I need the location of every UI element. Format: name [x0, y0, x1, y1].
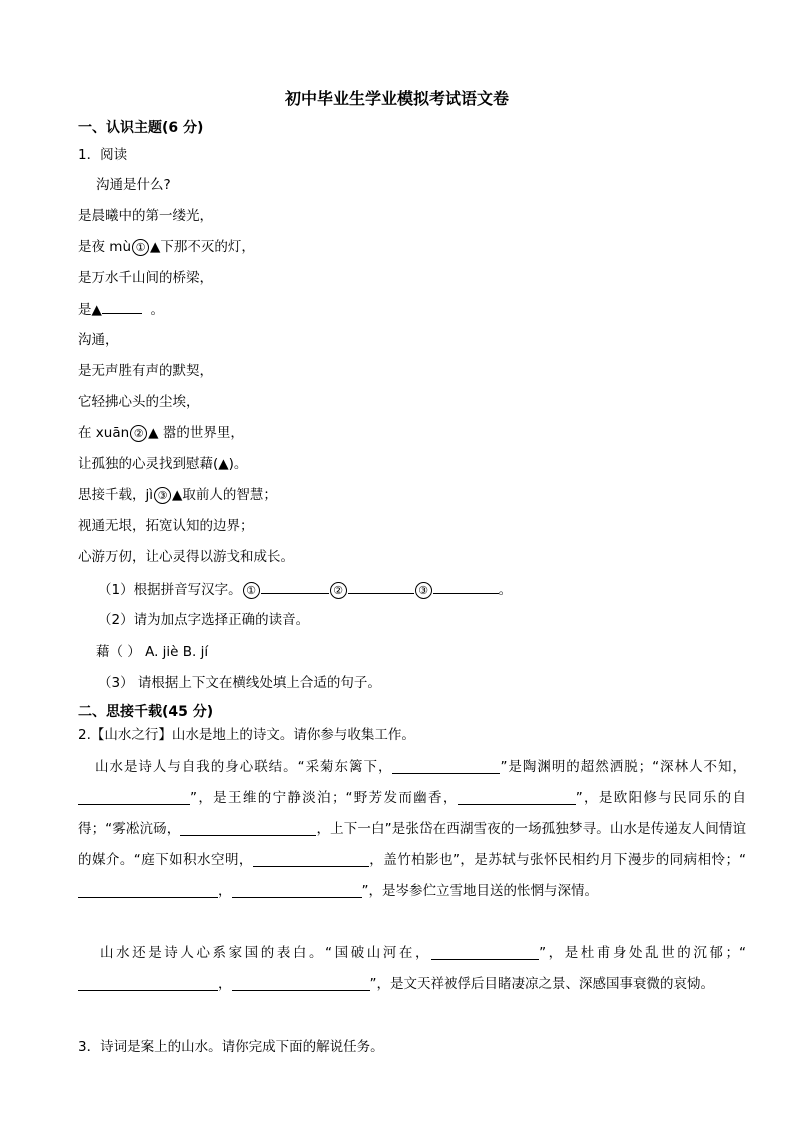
sub-question-2: （2）请为加点字选择正确的读音。 — [98, 612, 310, 628]
poem-line: 是无声胜有声的默契， — [78, 363, 213, 379]
paragraph-text: ”是陶渊明的超然洒脱；“深林人不知， — [500, 759, 746, 775]
poem-line: 是万水千山间的桥梁， — [78, 270, 213, 286]
question-3-label: 3．诗词是案上的山水。请你完成下面的解说任务。 — [78, 1039, 384, 1055]
paragraph-text: ”，是杜甫身处乱世的沉郁；“ — [539, 945, 746, 961]
sub-question-text: （1）根据拼音写汉字。 — [98, 582, 242, 598]
poem-text: 是夜 mù — [78, 239, 131, 255]
pronunciation-choice: 藉（ ） A. jiè B. jí — [96, 644, 209, 660]
poem-line: 视通无垠，拓宽认知的边界； — [78, 518, 254, 534]
paragraph-text: ，盖竹柏影也”，是苏轼与张怀民相约月下漫步的同病相怜；“ — [368, 852, 746, 868]
poem-text: 是▲ — [78, 302, 102, 318]
paragraph-text: ， — [218, 883, 232, 899]
poem-line: 它轻拂心头的尘埃， — [78, 394, 200, 410]
poem-line: 沟通是什么? — [96, 177, 171, 193]
page-title: 初中毕业生学业模拟考试语文卷 — [284, 89, 509, 108]
answer-blank[interactable] — [261, 579, 329, 594]
circled-number: ③ — [154, 487, 171, 504]
poem-line: 心游万仞，让心灵得以游戈和成长。 — [78, 549, 294, 565]
circled-number: ③ — [415, 582, 432, 599]
circled-number: ① — [132, 239, 149, 256]
answer-blank[interactable] — [253, 851, 369, 867]
paragraph-text: 山水还是诗人心系家国的表白。“国破山河在， — [100, 945, 432, 961]
poem-line — [78, 299, 164, 320]
poem-text: 思接千载，jì — [78, 487, 154, 503]
answer-blank[interactable] — [458, 789, 576, 805]
answer-blank[interactable] — [348, 579, 414, 594]
answer-blank[interactable] — [232, 975, 370, 991]
paragraph-text: ，上下一白”是张岱在西湖雪夜的一场孤独梦寻。山水是传递友人间情谊的媒介。“庭下如积水空明， — [78, 821, 747, 868]
poem-text: ▲ 嚣的世界里， — [148, 425, 244, 441]
poem-line — [78, 423, 244, 443]
circled-number: ② — [130, 425, 147, 442]
paragraph-text: ， — [218, 976, 232, 992]
poem-text: ▲下那不灭的灯， — [150, 239, 255, 255]
answer-blank[interactable] — [78, 882, 218, 898]
sub-question-end: 。 — [498, 582, 513, 598]
answer-blank[interactable] — [433, 579, 499, 594]
paragraph-text: ”，是岑参伫立雪地目送的怅惘与深情。 — [361, 883, 598, 899]
poem-line: 让孤独的心灵找到慰藉(▲)。 — [78, 456, 248, 472]
poem-line — [78, 237, 255, 257]
paragraph-text: ”，是文天祥被俘后目睹凄凉之景、深感国事衰微的哀恸。 — [369, 976, 714, 992]
sub-question-1 — [98, 579, 512, 600]
question-2-paragraph-1 — [78, 752, 746, 907]
section-heading-1: 一、认识主题(6 分) — [78, 120, 204, 136]
question-2-label: 2.【山水之行】山水是地上的诗文。请你参与收集工作。 — [78, 727, 415, 743]
poem-line — [78, 485, 277, 505]
circled-number: ① — [243, 582, 260, 599]
question-2-paragraph-2 — [78, 938, 746, 1000]
poem-text: ▲取前人的智慧； — [172, 487, 277, 503]
question-1-label: 1．阅读 — [78, 147, 128, 163]
section-heading-2: 二、思接千载(45 分) — [78, 704, 214, 720]
sub-question-3: （3） 请根据上下文在横线处填上合适的句子。 — [98, 675, 381, 691]
poem-line: 是晨曦中的第一缕光， — [78, 208, 213, 224]
paragraph-text: 山水是诗人与自我的身心联结。“采菊东篱下， — [95, 759, 393, 775]
answer-blank[interactable] — [232, 882, 362, 898]
answer-blank[interactable] — [392, 758, 500, 774]
poem-text: 在 xuān — [78, 425, 130, 441]
answer-blank[interactable] — [78, 975, 218, 991]
answer-blank[interactable] — [78, 789, 190, 805]
paragraph-text: ”，是欧阳修与民同乐的自得；“雾凇沆砀， — [78, 790, 746, 837]
circled-number: ② — [330, 582, 347, 599]
answer-blank[interactable] — [431, 944, 539, 960]
answer-blank[interactable] — [102, 299, 142, 314]
answer-blank[interactable] — [180, 820, 316, 836]
poem-line: 沟通， — [78, 332, 119, 348]
paragraph-text: ”，是王维的宁静淡泊；“野芳发而幽香， — [190, 790, 458, 806]
poem-text: 。 — [150, 302, 164, 318]
